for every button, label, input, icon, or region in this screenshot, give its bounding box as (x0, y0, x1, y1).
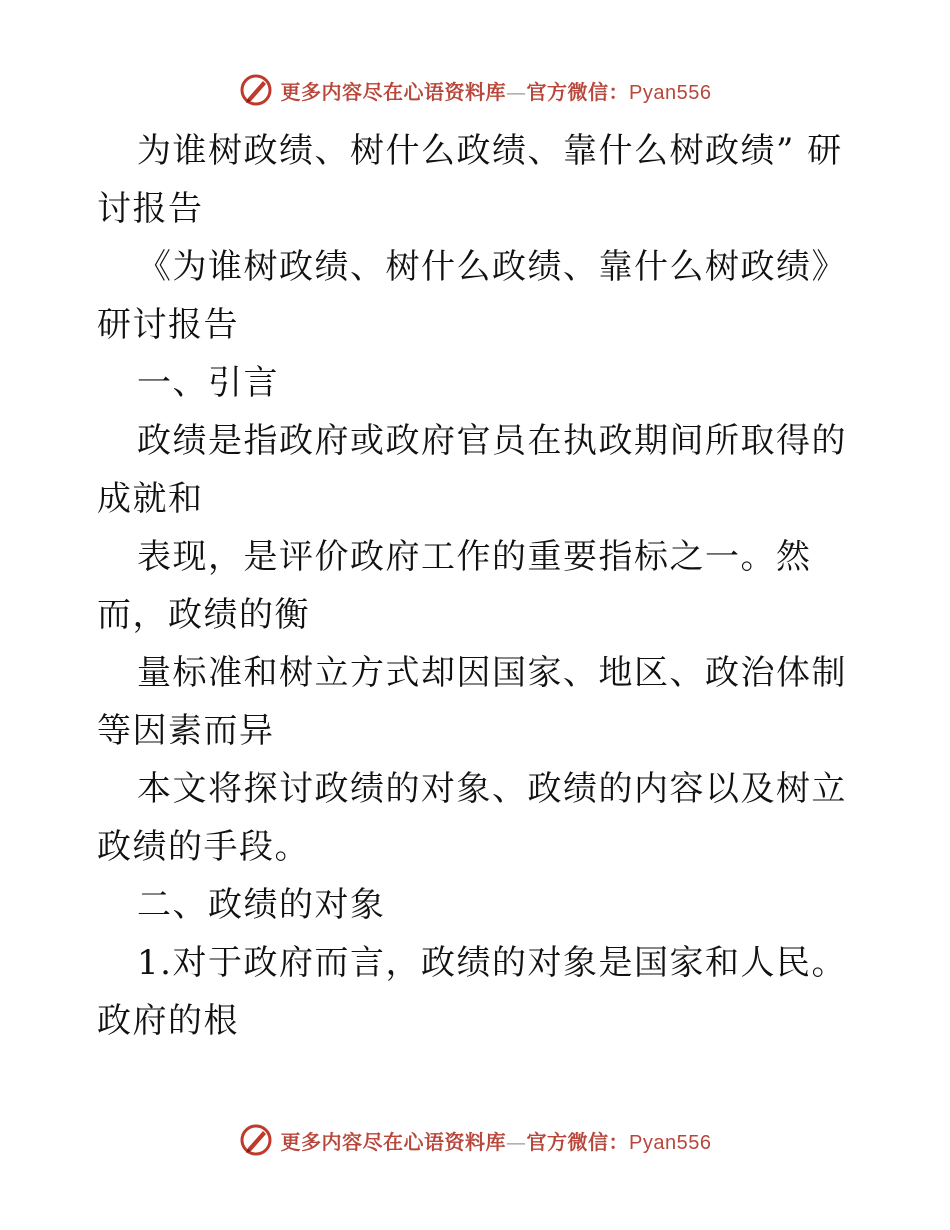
document-body (97, 122, 857, 1050)
paragraph: 本文将探讨政绩的对象、政绩的内容以及树立政绩的手段。 (97, 769, 847, 867)
footer-watermark (0, 1120, 950, 1160)
section-heading-objects: 二、政绩的对象 (137, 885, 386, 925)
watermark-text: 更多内容尽在心语资料库—官方微信：Pyan556 (280, 79, 712, 104)
header-watermark (0, 70, 950, 110)
pen-circle-logo-icon (239, 1123, 273, 1157)
pen-circle-logo-icon (239, 73, 273, 107)
paragraph: 量标准和树立方式却因国家、地区、政治体制等因素而异 (97, 653, 847, 751)
paragraph-subtitle: 《为谁树政绩、树什么政绩、靠什么树政绩》研讨报告 (97, 247, 847, 345)
paragraph: 政绩是指政府或政府官员在执政期间所取得的成就和 (97, 421, 847, 519)
paragraph: 1.对于政府而言，政绩的对象是国家和人民。政府的根 (97, 943, 847, 1041)
paragraph-title: 为谁树政绩、树什么政绩、靠什么树政绩” 研讨报告 (97, 131, 843, 229)
paragraph: 表现，是评价政府工作的重要指标之一。然而，政绩的衡 (97, 537, 812, 635)
section-heading-introduction: 一、引言 (137, 363, 279, 403)
watermark-text: 更多内容尽在心语资料库—官方微信：Pyan556 (280, 1129, 712, 1154)
